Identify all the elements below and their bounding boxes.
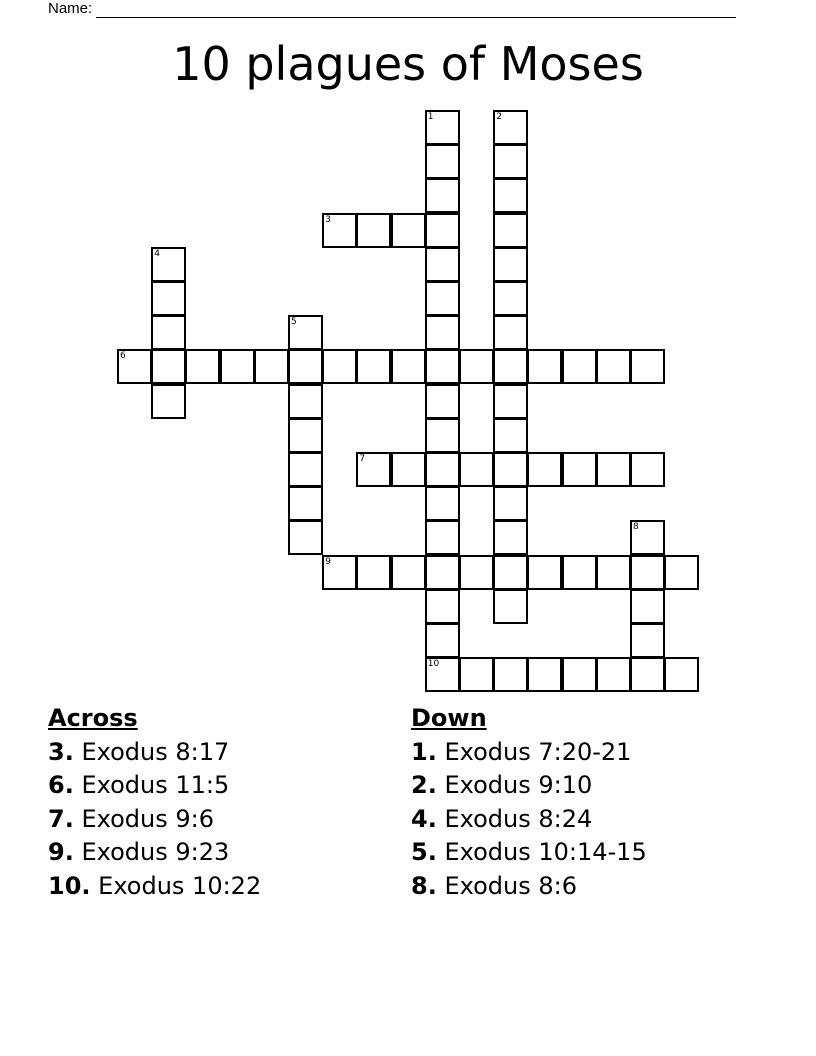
crossword-cell[interactable] xyxy=(425,315,460,350)
clue-number: 10. xyxy=(48,871,91,900)
clue-number: 8. xyxy=(411,871,437,900)
crossword-cell[interactable] xyxy=(596,452,631,487)
crossword-cell[interactable] xyxy=(288,349,323,384)
clue-text: Exodus 8:6 xyxy=(444,871,577,900)
cell-number: 2 xyxy=(496,112,502,122)
crossword-cell[interactable] xyxy=(288,520,323,555)
crossword-cell[interactable] xyxy=(527,657,562,692)
crossword-cell[interactable] xyxy=(562,657,597,692)
crossword-cell[interactable] xyxy=(493,452,528,487)
crossword-cell[interactable] xyxy=(459,657,494,692)
crossword-cell[interactable] xyxy=(391,213,426,248)
down-clue xyxy=(411,769,647,803)
across-clue xyxy=(48,769,261,803)
crossword-cell[interactable] xyxy=(151,349,186,384)
crossword-cell[interactable] xyxy=(527,349,562,384)
crossword-cell[interactable] xyxy=(391,349,426,384)
across-clue xyxy=(48,803,261,837)
crossword-cell[interactable] xyxy=(391,452,426,487)
cell-number: 3 xyxy=(325,214,331,225)
crossword-cell[interactable] xyxy=(493,486,528,521)
crossword-cell[interactable] xyxy=(493,315,528,350)
clue-number: 1. xyxy=(411,737,437,766)
crossword-cell[interactable] xyxy=(425,486,460,521)
crossword-cell[interactable] xyxy=(664,657,699,692)
crossword-cell[interactable] xyxy=(493,281,528,316)
clue-text: Exodus 11:5 xyxy=(81,771,230,799)
crossword-cell[interactable] xyxy=(356,452,391,487)
clue-text: Exodus 9:10 xyxy=(444,771,593,799)
crossword-cell[interactable] xyxy=(562,555,597,590)
crossword-cell[interactable] xyxy=(459,349,494,384)
cell-number: 5 xyxy=(291,317,297,328)
crossword-cell[interactable] xyxy=(151,247,186,282)
clue-number: 7. xyxy=(48,804,74,833)
crossword-cell[interactable] xyxy=(356,213,391,248)
crossword-cell[interactable] xyxy=(493,213,528,248)
across-clue xyxy=(48,736,261,770)
crossword-cell[interactable] xyxy=(151,315,186,350)
across-clue xyxy=(48,836,261,870)
cell-number: 8 xyxy=(633,522,639,533)
crossword-cell[interactable] xyxy=(630,555,665,590)
crossword-cell[interactable] xyxy=(425,281,460,316)
crossword-cell[interactable] xyxy=(425,520,460,555)
crossword-cell[interactable] xyxy=(493,657,528,692)
crossword-cell[interactable] xyxy=(596,349,631,384)
crossword-cell[interactable] xyxy=(630,657,665,692)
crossword-cell[interactable] xyxy=(322,213,357,248)
crossword-cell[interactable] xyxy=(527,555,562,590)
crossword-cell[interactable] xyxy=(630,520,665,555)
clue-number: 9. xyxy=(48,838,74,866)
crossword-cell[interactable] xyxy=(596,555,631,590)
crossword-cell[interactable] xyxy=(630,623,665,658)
down-clue xyxy=(411,736,647,770)
page-title: 10 plagues of Moses xyxy=(172,37,644,91)
crossword-cell[interactable] xyxy=(391,555,426,590)
crossword-cell[interactable] xyxy=(425,213,460,248)
crossword-cell[interactable] xyxy=(425,418,460,453)
down-clue xyxy=(411,836,647,870)
crossword-cell[interactable] xyxy=(562,452,597,487)
crossword-cell[interactable] xyxy=(288,486,323,521)
crossword-cell[interactable] xyxy=(493,110,528,145)
crossword-cell[interactable] xyxy=(425,657,460,692)
crossword-cell[interactable] xyxy=(562,349,597,384)
crossword-cell[interactable] xyxy=(493,247,528,282)
clue-text: Exodus 8:17 xyxy=(81,737,230,766)
crossword-cell[interactable] xyxy=(527,452,562,487)
cell-number: 6 xyxy=(120,351,126,362)
crossword-cell[interactable] xyxy=(459,452,494,487)
clue-text: Exodus 7:20-21 xyxy=(444,737,632,766)
clue-number: 6. xyxy=(48,771,74,799)
clue-number: 3. xyxy=(48,737,74,766)
crossword-cell[interactable] xyxy=(220,349,255,384)
crossword-cell[interactable] xyxy=(630,452,665,487)
cell-number: 10 xyxy=(427,659,440,670)
crossword-cell[interactable] xyxy=(322,349,357,384)
crossword-cell[interactable] xyxy=(425,452,460,487)
crossword-cell[interactable] xyxy=(493,144,528,179)
crossword-cell[interactable] xyxy=(117,349,152,384)
crossword-cell[interactable] xyxy=(322,555,357,590)
clue-number: 2. xyxy=(411,771,437,799)
crossword-cell[interactable] xyxy=(254,349,289,384)
down-clue xyxy=(411,803,647,837)
crossword-cell[interactable] xyxy=(425,178,460,213)
crossword-cell[interactable] xyxy=(425,555,460,590)
crossword-cell[interactable] xyxy=(185,349,220,384)
name-field xyxy=(48,0,736,18)
name-label: Name: xyxy=(48,0,93,17)
crossword-cell[interactable] xyxy=(493,555,528,590)
down-heading: Down xyxy=(411,704,487,732)
cell-number: 7 xyxy=(359,454,366,464)
crossword-cell[interactable] xyxy=(493,418,528,453)
crossword-cell[interactable] xyxy=(356,349,391,384)
down-clue xyxy=(411,870,647,904)
crossword-cell[interactable] xyxy=(425,623,460,658)
clue-number: 5. xyxy=(411,838,437,866)
crossword-cell[interactable] xyxy=(288,452,323,487)
crossword-cell[interactable] xyxy=(425,247,460,282)
crossword-cell[interactable] xyxy=(664,555,699,590)
clue-text: Exodus 10:14-15 xyxy=(444,838,647,866)
crossword-cell[interactable] xyxy=(493,349,528,384)
crossword-cell[interactable] xyxy=(630,349,665,384)
clue-number: 4. xyxy=(411,804,437,833)
crossword-cell[interactable] xyxy=(493,589,528,624)
across-clues xyxy=(48,702,261,903)
across-clue xyxy=(48,870,261,904)
crossword-cell[interactable] xyxy=(493,384,528,419)
clue-text: Exodus 9:6 xyxy=(81,804,214,833)
crossword-cell[interactable] xyxy=(493,520,528,555)
clue-text: Exodus 9:23 xyxy=(81,838,230,866)
crossword-cell[interactable] xyxy=(356,555,391,590)
clue-text: Exodus 8:24 xyxy=(444,804,593,833)
crossword-cell[interactable] xyxy=(459,555,494,590)
crossword-cell[interactable] xyxy=(288,418,323,453)
crossword-cell[interactable] xyxy=(596,657,631,692)
across-heading: Across xyxy=(48,704,138,732)
crossword-cell[interactable] xyxy=(151,281,186,316)
cell-number: 9 xyxy=(325,556,331,567)
crossword-cell[interactable] xyxy=(630,589,665,624)
down-clues xyxy=(411,702,647,903)
clue-text: Exodus 10:22 xyxy=(98,871,262,900)
crossword-cell[interactable] xyxy=(425,384,460,419)
crossword-cell[interactable] xyxy=(425,349,460,384)
crossword-cell[interactable] xyxy=(151,384,186,419)
name-blank-line xyxy=(96,3,736,18)
crossword-cell[interactable] xyxy=(288,315,323,350)
crossword-cell[interactable] xyxy=(425,144,460,179)
cell-number: 4 xyxy=(154,248,160,259)
crossword-cell[interactable] xyxy=(425,589,460,624)
cell-number: 1 xyxy=(427,112,434,122)
crossword-cell[interactable] xyxy=(288,384,323,419)
crossword-cell[interactable] xyxy=(425,110,460,145)
crossword-cell[interactable] xyxy=(493,178,528,213)
